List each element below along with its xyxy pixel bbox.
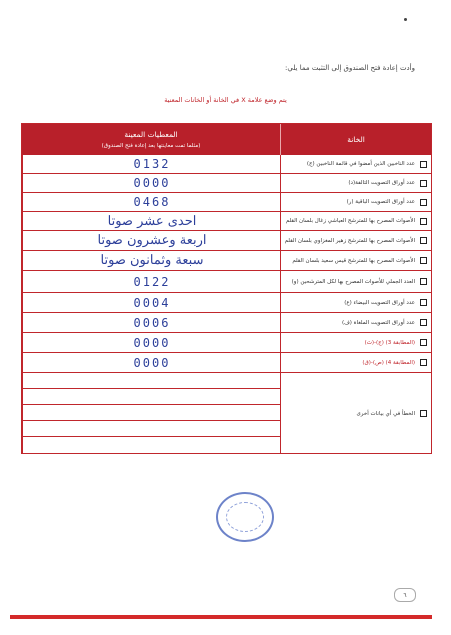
checkbox[interactable] (420, 218, 427, 225)
checkbox[interactable] (420, 278, 427, 285)
handwritten-value: اربعة وعشرون صوتا (97, 233, 207, 248)
intro-text: وأدت إعادة فتح الصندوق إلى التثبت مما يلي: (285, 64, 415, 72)
row-value-cell (22, 271, 281, 293)
row-label-cell (281, 353, 431, 373)
checkbox[interactable] (420, 180, 427, 187)
row-label: الأصوات المصرح بها للمترشح العياشي زغال بلسان القلم (285, 218, 415, 224)
stamp-inner-ring (226, 502, 264, 532)
row-label: عدد أوراق التصويت البيضاء (ع) (344, 299, 415, 306)
checkbox[interactable] (420, 257, 427, 264)
handwritten-value: 0004 (133, 295, 171, 310)
row-value-cell (22, 421, 281, 437)
row-value-cell (22, 251, 281, 271)
checkbox[interactable] (420, 359, 427, 366)
row-value-cell (22, 174, 281, 193)
header-item: الخانة (347, 135, 365, 144)
row-label-cell (281, 212, 431, 231)
row-label: (المطابقة 4) (ص)-(ق) (362, 359, 415, 366)
header-data-sub: (مثلما تمت معاينتها بعد إعادة فتح الصندوق) (101, 143, 201, 149)
row-value-cell (22, 212, 281, 231)
checkbox[interactable] (420, 199, 427, 206)
row-label: عدد أوراق التصويت الباقية (ر) (346, 199, 415, 205)
table-row (22, 212, 431, 231)
table-row (22, 231, 431, 251)
footer-bar (10, 615, 432, 619)
row-label-cell (281, 271, 431, 293)
row-label: (المطابقة 3) (ج)-(ث) (364, 339, 415, 346)
row-value-cell (22, 155, 281, 174)
handwritten-value: 0006 (133, 315, 171, 330)
table-row (22, 251, 431, 271)
handwritten-value: احدى عشر صوتا (107, 213, 197, 229)
row-value-cell (22, 193, 281, 212)
row-value-cell (22, 405, 281, 421)
handwritten-value: سبعة وثمانون صوتا (100, 253, 204, 268)
empty-value-row (22, 405, 431, 421)
row-value-cell (22, 353, 281, 373)
table-row (22, 333, 431, 353)
table-header (22, 124, 431, 155)
table-row (22, 353, 431, 373)
row-label-cell (281, 231, 431, 251)
row-value-cell (22, 231, 281, 251)
row-value-cell (22, 313, 281, 333)
row-label-cell (281, 174, 431, 193)
speck-dot (404, 18, 407, 21)
header-data-title: المعطيات المعينة (124, 130, 178, 139)
row-label-cell (281, 251, 431, 271)
table-row (22, 271, 431, 293)
row-value-cell (22, 293, 281, 313)
handwritten-value: 0468 (133, 195, 171, 209)
checkbox[interactable] (420, 161, 427, 168)
empty-value-row (22, 373, 431, 389)
row-label: الخطأ في أي بيانات أخرى (356, 410, 415, 417)
empty-value-row (22, 421, 431, 437)
checkbox[interactable] (420, 319, 427, 326)
row-value-cell (22, 437, 281, 454)
table-row (22, 174, 431, 193)
official-stamp (216, 492, 274, 542)
row-label: عدد أوراق التصويت التالفة(د) (348, 180, 415, 186)
handwritten-value: 0122 (133, 274, 171, 289)
row-value-cell (22, 389, 281, 405)
verification-table (21, 123, 432, 454)
row-label: الأصوات المصرح بها للمترشح قيس سعيد بلسان القلم (292, 257, 415, 264)
row-label: الأصوات المصرح بها للمترشح زهير المغزاوي بلسان القلم (284, 237, 415, 244)
empty-value-row (22, 437, 431, 454)
row-label: عدد الناخبين الذين أمضوا في قائمة الناخبين (ج) (306, 161, 415, 167)
row-value-cell (22, 333, 281, 353)
table-row (22, 193, 431, 212)
page-number: ٦ (394, 588, 416, 602)
row-value-cell (22, 373, 281, 389)
checkbox[interactable] (420, 237, 427, 244)
row-label-cell (281, 313, 431, 333)
row-label: العدد الجملي للأصوات المصرح بها لكل المترشحين (و) (291, 278, 415, 285)
table-row (22, 155, 431, 174)
handwritten-value: 0000 (133, 355, 171, 370)
table-row (22, 313, 431, 333)
row-label-cell (281, 293, 431, 313)
row-label-cell (281, 193, 431, 212)
header-data (22, 124, 281, 155)
handwritten-value: 0132 (133, 157, 171, 171)
row-label: عدد أوراق التصويت الملغاة (ف) (341, 319, 415, 326)
instruction-text: يتم وضع علامة X في الخانة أو الخانات المعنية (164, 96, 287, 104)
checkbox[interactable] (420, 339, 427, 346)
checkbox[interactable] (420, 299, 427, 306)
handwritten-value: 0000 (133, 176, 171, 190)
table-row (22, 293, 431, 313)
handwritten-value: 0000 (133, 335, 171, 350)
empty-value-row (22, 389, 431, 405)
row-label-cell (281, 155, 431, 174)
row-label-cell (281, 333, 431, 353)
